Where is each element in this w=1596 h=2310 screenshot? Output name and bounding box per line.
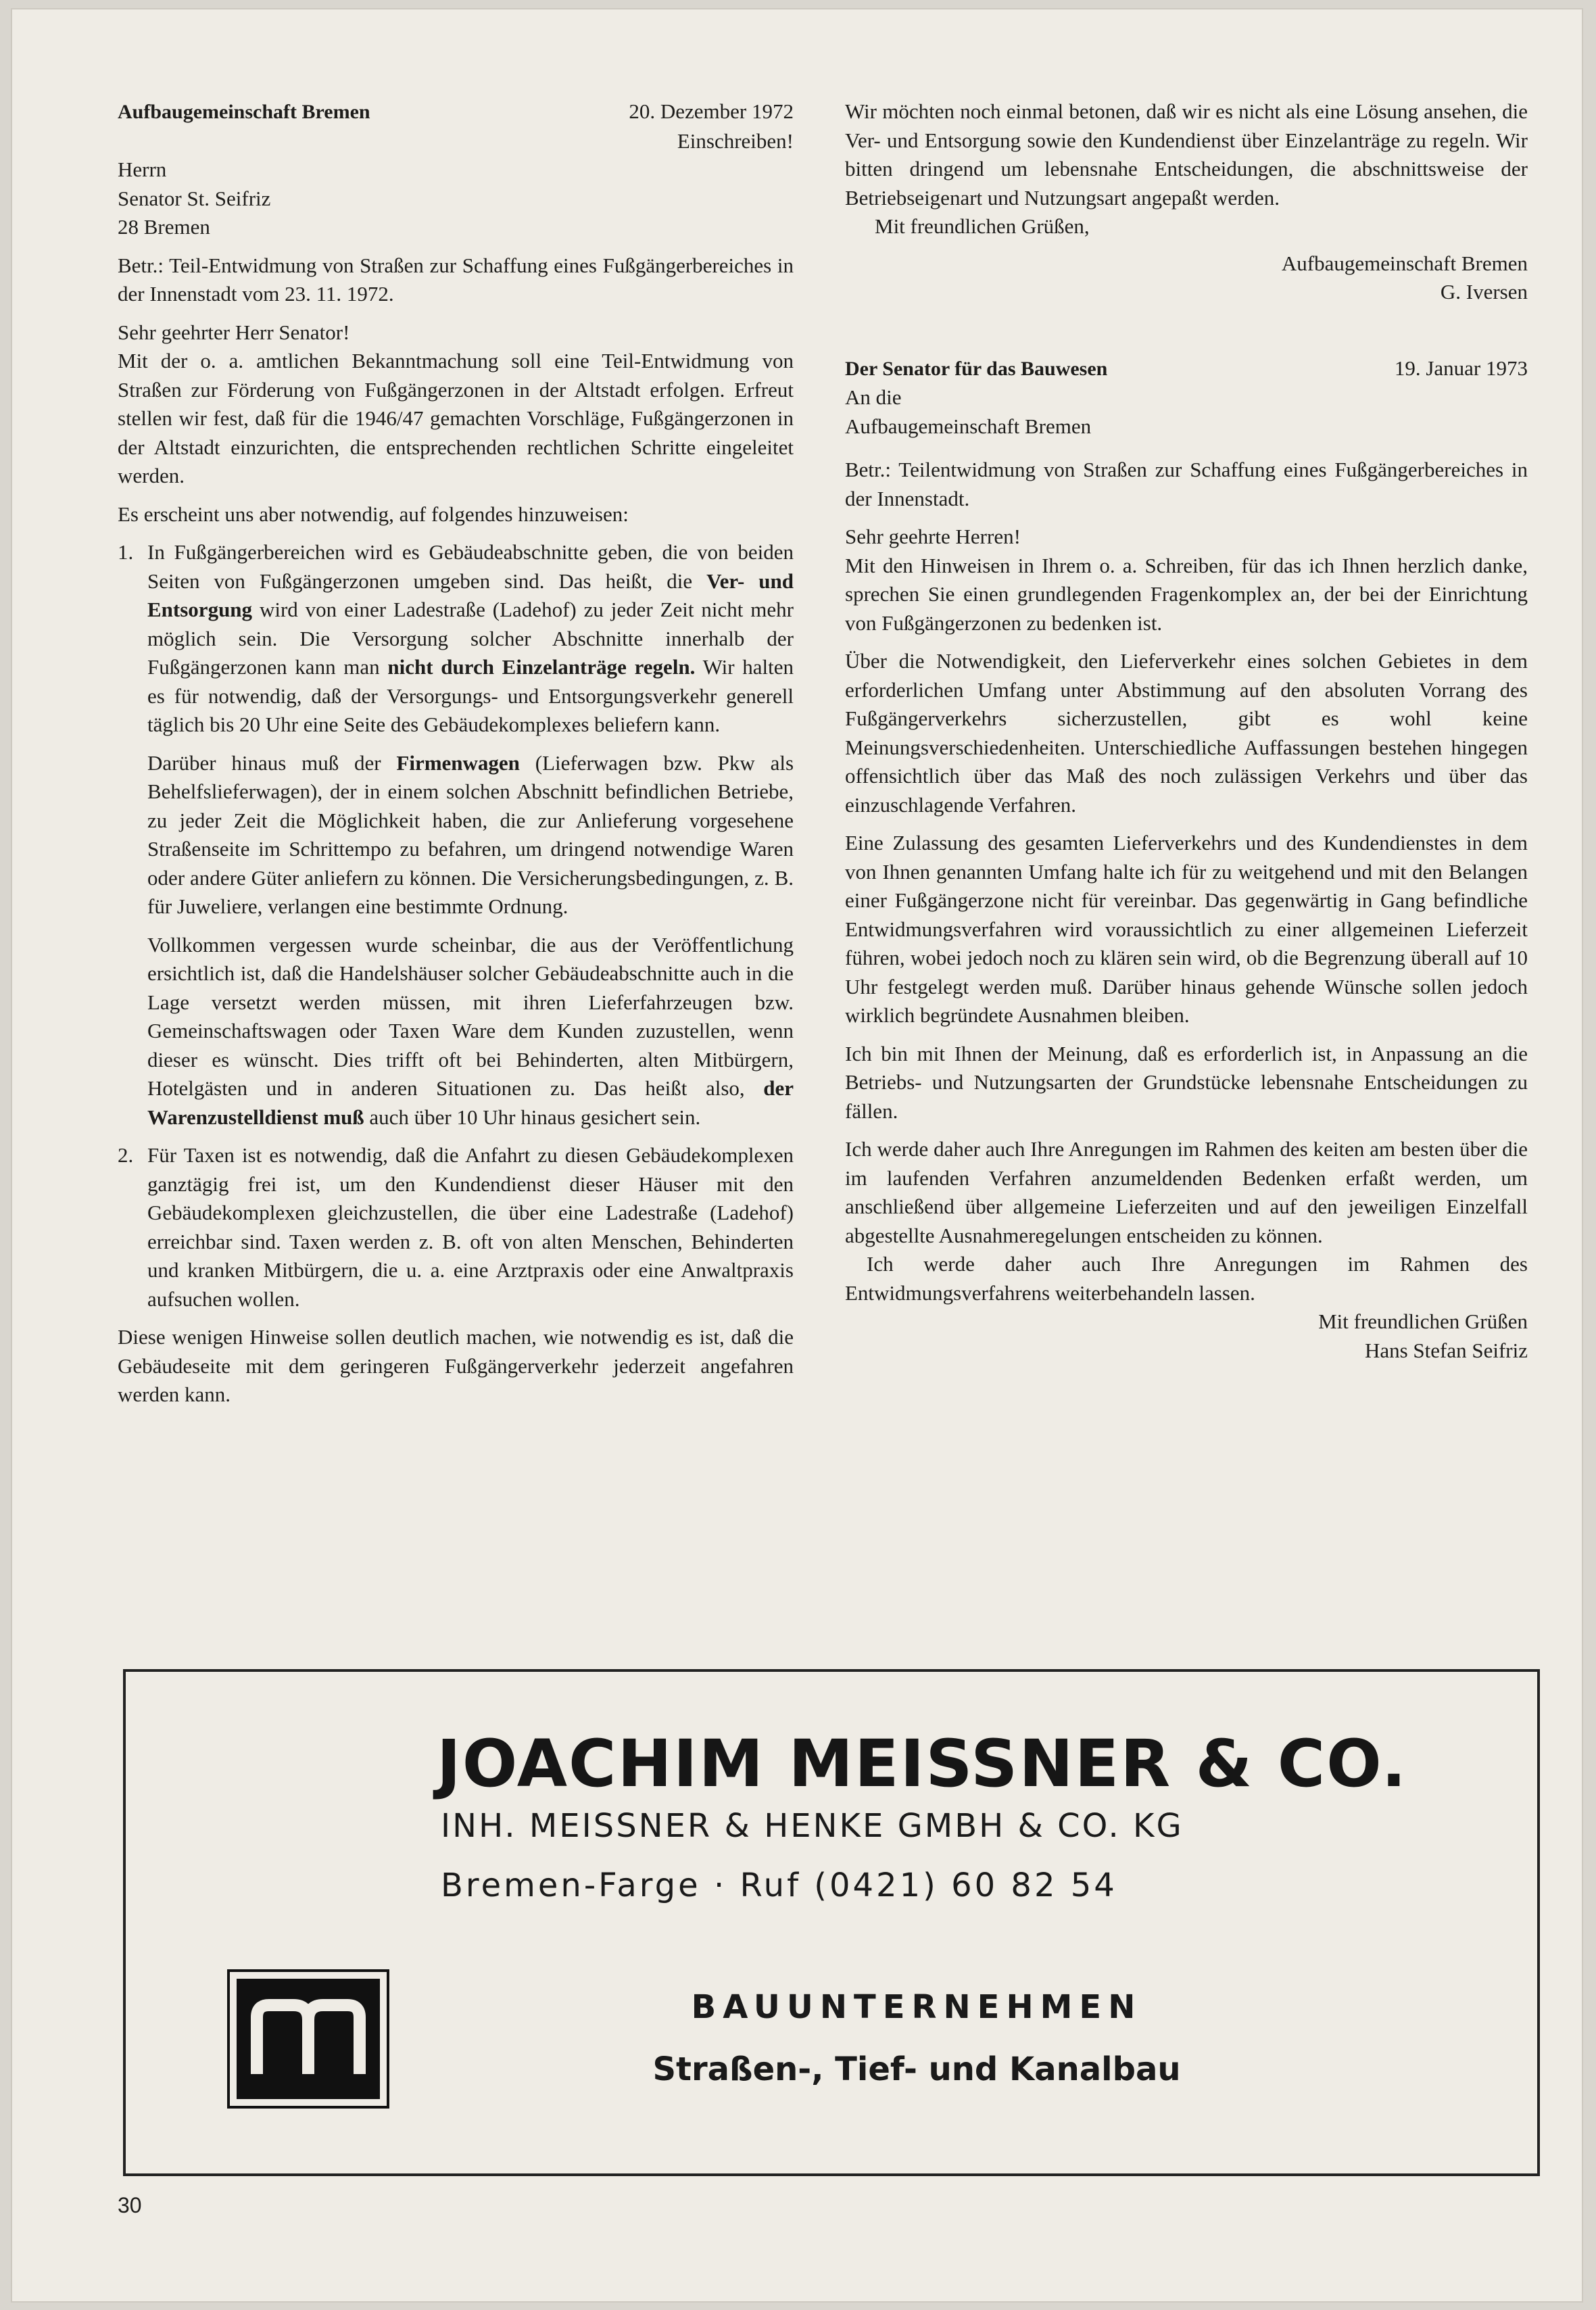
ad-owner: INH. MEISSNER & HENKE GMBH & CO. KG <box>441 1807 1184 1845</box>
letter-2-header <box>845 354 1528 384</box>
letter-1-paragraph: Wir möchten noch einmal betonen, daß wir es nicht als eine Lösung ansehen, die Ver- und Entsorgung sowie den Kundendienst über Einzelanträge zu regeln. Wir bitten dringend um lebensnahe Entscheidungen, die abschnittsweise der Betriebseigenart und Nutzungsart angepaßt werden. <box>845 99 1528 210</box>
point-number: 2. <box>118 1143 134 1167</box>
letter-2-signature-name: Hans Stefan Seifriz <box>1364 1338 1528 1362</box>
point-number: 1. <box>118 540 134 564</box>
recipient-line: 28 Bremen <box>118 215 210 239</box>
point-subparagraph <box>118 749 794 921</box>
point-item <box>118 538 794 740</box>
letter-2-subject: Betr.: Teilentwidmung von Straßen zur Schaffung eines Fußgängerbereiches in der Innenstadt. <box>845 458 1528 510</box>
letter-1-paragraph: Diese wenigen Hinweise sollen deutlich machen, wie notwendig es ist, daß die Gebäudeseite mit dem geringeren Fußgängerverkehr jederzeit angefahren werden kann. <box>118 1325 794 1406</box>
letter-2-paragraph: Über die Notwendigkeit, den Lieferverkehr eines solchen Gebietes in dem erforderlichen Umfang unter Abstimmung auf den absoluten Vorrang des Fußgängerverkehrs sicherzustellen, gibt es wohl keine Meinungsverschiedenheiten. Unterschiedliche Auffassungen bestehen hingegen offensichtlich über das Maß des noch zulässigen Verkehrs und über das einzuschlagende Verfahren. <box>845 649 1528 817</box>
letter-2-salutation: Sehr geehrte Herren! <box>845 525 1021 548</box>
letter-1-recipient <box>118 155 794 242</box>
letter-2-paragraph: Ich werde daher auch Ihre Anregungen im Rahmen des Entwidmungsverfahrens weiterbehandeln lassen. <box>845 1252 1528 1305</box>
point-emphasis: nicht durch Einzelanträge regeln. <box>387 655 696 679</box>
point-item <box>118 1141 794 1314</box>
letter-1-mode: Einschreiben! <box>677 128 794 153</box>
letter-1-signature-name: G. Iversen <box>1440 280 1528 304</box>
advertisement-box <box>123 1669 1540 2176</box>
letter-2-paragraph: Ich werde daher auch Ihre Anregungen im Rahmen des keiten am besten über die im laufenden Verfahren anzumeldenden Bedenken erfaßt werden, um anschließend über allgemeine Lieferzeiten und auf den jeweiligen Einzelfall abgestellte Ausnahmeregelungen entscheiden zu können. <box>845 1137 1528 1247</box>
letter-2-paragraph: Mit den Hinweisen in Ihrem o. a. Schreiben, für das ich Ihnen herzlich danke, sprechen Sie einen grundlegenden Fragenkomplex an, der bei der Einrichtung von Fußgängerzonen zu bedenken ist. <box>845 553 1528 635</box>
point-emphasis: der Warenzustelldienst muß <box>147 1076 794 1129</box>
ad-service: BAUUNTERNEHMEN <box>691 1988 1142 2026</box>
point-text: Vollkommen vergessen wurde scheinbar, die aus der Veröffentlichung ersichtlich ist, daß die Handelshäuser solcher Gebäudeabschnitte auch in die Lage versetzt werden müssen, mit ihren Lieferfahrzeugen bzw. Gemeinschaftswagen oder Taxen Ware dem Kunden zuzustellen, wenn dieser es wünscht. Dies trifft oft bei Behinderten, alten Mitbürgern, Hotelgästen und in anderen Situationen zu. Das heißt also, <box>147 932 794 1100</box>
letter-1-paragraph: Mit der o. a. amtlichen Bekanntmachung soll eine Teil-Entwidmung von Straßen zur Förderung von Fußgängerzonen in der Altstadt erfolgen. Erfreut stellen wir fest, daß für die 1946/47 gemachten Vorschläge, Fußgängerzonen in der Altstadt einzurichten, die entsprechenden rechtlichen Schritte eingeleitet werden. <box>118 349 794 487</box>
letter-1-points <box>118 538 794 1314</box>
recipient-line: Herrn <box>118 158 167 181</box>
letter-2-closing: Mit freundlichen Grüßen <box>1318 1309 1528 1333</box>
point-text: wird von einer Ladestraße (Ladehof) zu jeder Zeit nicht mehr möglich sein. Die Versorgung solcher Abschnitte innerhalb der Fußgängerzonen kann man <box>147 598 794 679</box>
letter-1-signature-org: Aufbaugemeinschaft Bremen <box>1281 251 1528 275</box>
point-text: Für Taxen ist es notwendig, daß die Anfahrt zu diesen Gebäudekomplexen ganztägig frei ist, um den Kundendienst dieser Häuser mit den Gebäudekomplexen gleichzustellen, die über eine Ladestraße (Ladehof) erreichbar sind. Taxen werden z. B. oft von alten Menschen, Behinderten und kranken Mitbürgern, die u. a. eine Arztpraxis oder eine Anwaltpraxis aufsuchen wollen. <box>147 1143 794 1311</box>
right-column <box>845 97 1528 1365</box>
letter-1-paragraph: Es erscheint uns aber notwendig, auf folgendes hinzuweisen: <box>118 502 629 526</box>
letter-1-salutation: Sehr geehrter Herr Senator! <box>118 320 350 344</box>
logo-m-icon <box>247 1998 369 2079</box>
letter-1-sender: Aufbaugemeinschaft Bremen <box>118 101 370 123</box>
point-subparagraph <box>118 931 794 1132</box>
letter-2-sender: Der Senator für das Bauwesen <box>845 357 1108 380</box>
letter-1-column <box>118 97 794 1419</box>
point-emphasis: Ver- und Entsorgung <box>147 569 794 621</box>
point-emphasis: Firmenwagen <box>396 750 520 775</box>
point-text: In Fußgängerbereichen wird es Gebäudeabschnitte geben, die von beiden Seiten von Fußgängerzonen umgeben sind. Das heißt, die <box>147 540 794 593</box>
recipient-line: Senator St. Seifriz <box>118 186 271 210</box>
ad-contact: Bremen-Farge · Ruf (0421) 60 82 54 <box>441 1867 1117 1904</box>
letter-1-date: 20. Dezember 1972 <box>629 99 794 123</box>
recipient-line: An die <box>845 385 902 409</box>
letter-separator <box>845 307 1528 354</box>
letter-2-paragraph: Eine Zulassung des gesamten Lieferverkehrs und des Kundendienstes in dem von Ihnen genannten Umfang halte ich für zu weitgehend und mit den Belangen einer Fußgängerzone nicht für vereinbar. Das gegenwärtig in Gang befindliche Entwidmungsverfahren wird voraussichtlich zu einer allgemeinen Lieferzeit führen, wobei jedoch noch zu klären sein wird, ob die Begrenzung überall auf 10 Uhr festgelegt werden muß. Darüber hinaus gehende Wünsche sollen jedoch wirklich begründete Ausnahmen bleiben. <box>845 831 1528 1027</box>
page-number: 30 <box>118 2193 142 2217</box>
company-logo-icon <box>227 1969 389 2109</box>
letter-2-date: 19. Januar 1973 <box>1394 356 1528 380</box>
letter-1-header <box>118 97 794 127</box>
point-text: (Lieferwagen bzw. Pkw als Behelfslieferwagen), der in einem solchen Abschnitt befindlichen Betriebe, zu jeder Zeit die Möglichkeit haben, die zur Anlieferung vorgesehene Straßenseite im Schrittempo zu befahren, um dringend notwendige Waren oder andere Güter anliefern zu können. Die Versicherungsbedingungen, z. B. für Juweliere, verlangen eine bestimmte Ordnung. <box>147 750 794 918</box>
letter-1-closing: Mit freundlichen Grüßen, <box>875 214 1090 238</box>
magazine-page <box>12 9 1582 2301</box>
point-text: Wir halten es für notwendig, daß der Versorgungs- und Entsorgungsverkehr generell täglich bis 20 Uhr eine Seite des Gebäudekomplexes beliefern kann. <box>147 655 794 736</box>
ad-service-detail: Straßen-, Tief- und Kanalbau <box>652 2050 1181 2088</box>
ad-company-name: JOACHIM MEISSNER & CO. <box>437 1726 1408 1802</box>
logo-mark <box>237 1979 380 2099</box>
letter-2-paragraph: Ich bin mit Ihnen der Meinung, daß es erforderlich ist, in Anpassung an die Betriebs- und Nutzungsarten der Grundstücke lebensnahe Entscheidungen zu fällen. <box>845 1041 1528 1123</box>
point-text: Darüber hinaus muß der <box>147 750 381 775</box>
letter-2-recipient <box>845 383 1528 441</box>
point-text: auch über 10 Uhr hinaus gesichert sein. <box>369 1105 701 1129</box>
recipient-line: Aufbaugemeinschaft Bremen <box>845 414 1092 438</box>
letter-1-subject: Betr.: Teil-Entwidmung von Straßen zur Schaffung eines Fußgängerbereiches in der Innenstadt vom 23. 11. 1972. <box>118 253 794 306</box>
